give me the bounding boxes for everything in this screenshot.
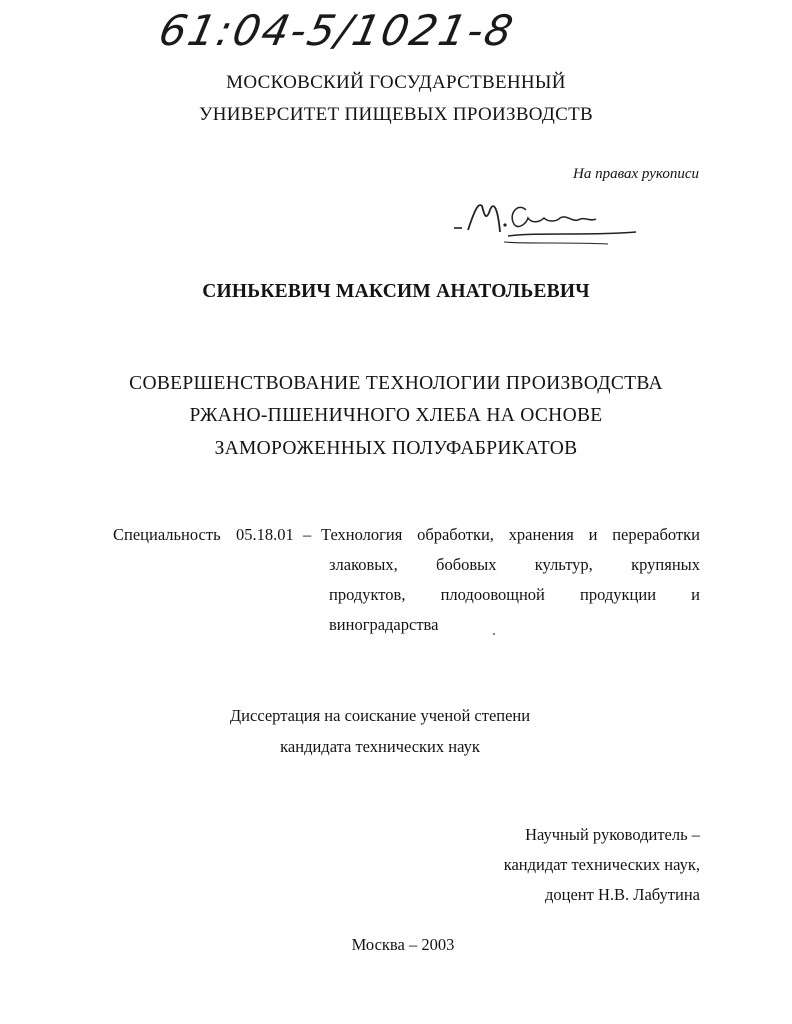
dissertation-line-2: кандидата технических наук — [280, 737, 480, 756]
scan-speck — [493, 633, 495, 635]
supervisor-line-3: доцент Н.В. Лабутина — [545, 885, 700, 904]
dissertation-line-1: Диссертация на соискание ученой степени — [229, 706, 531, 725]
specialty-line-4: виноградарства — [329, 615, 439, 634]
thesis-title-line-1: СОВЕРШЕНСТВОВАНИЕ ТЕХНОЛОГИИ ПРОИЗВОДСТВА — [129, 373, 663, 394]
university-name-line-1: МОСКОВСКИЙ ГОСУДАРСТВЕННЫЙ — [226, 72, 566, 93]
city-year: Москва – 2003 — [351, 935, 455, 954]
catalog-number-handwritten: 61:04-5/1021-8 — [154, 6, 520, 55]
thesis-title-line-2: РЖАНО-ПШЕНИЧНОГО ХЛЕБА НА ОСНОВЕ — [189, 405, 603, 426]
specialty-line-2: злаковых, бобовых культур, крупяных — [329, 555, 700, 574]
university-name-line-2: УНИВЕРСИТЕТ ПИЩЕВЫХ ПРОИЗВОДСТВ — [198, 104, 593, 125]
supervisor-line-1: Научный руководитель – — [525, 825, 700, 844]
author-signature — [448, 192, 648, 250]
specialty-line-1: Технология обработки, хранения и переработки — [321, 525, 700, 544]
manuscript-rights-note: На правах рукописи — [573, 166, 699, 182]
specialty-line-3: продуктов, плодоовощной продукции и — [329, 585, 700, 604]
supervisor-line-2: кандидат технических наук, — [503, 855, 700, 874]
specialty-label: Специальность — [113, 525, 221, 544]
specialty-dash: – — [303, 525, 312, 544]
specialty-code: 05.18.01 — [236, 525, 294, 544]
thesis-title-line-3: ЗАМОРОЖЕННЫХ ПОЛУФАБРИКАТОВ — [214, 438, 578, 459]
author-name: СИНЬКЕВИЧ МАКСИМ АНАТОЛЬЕВИЧ — [202, 281, 590, 302]
